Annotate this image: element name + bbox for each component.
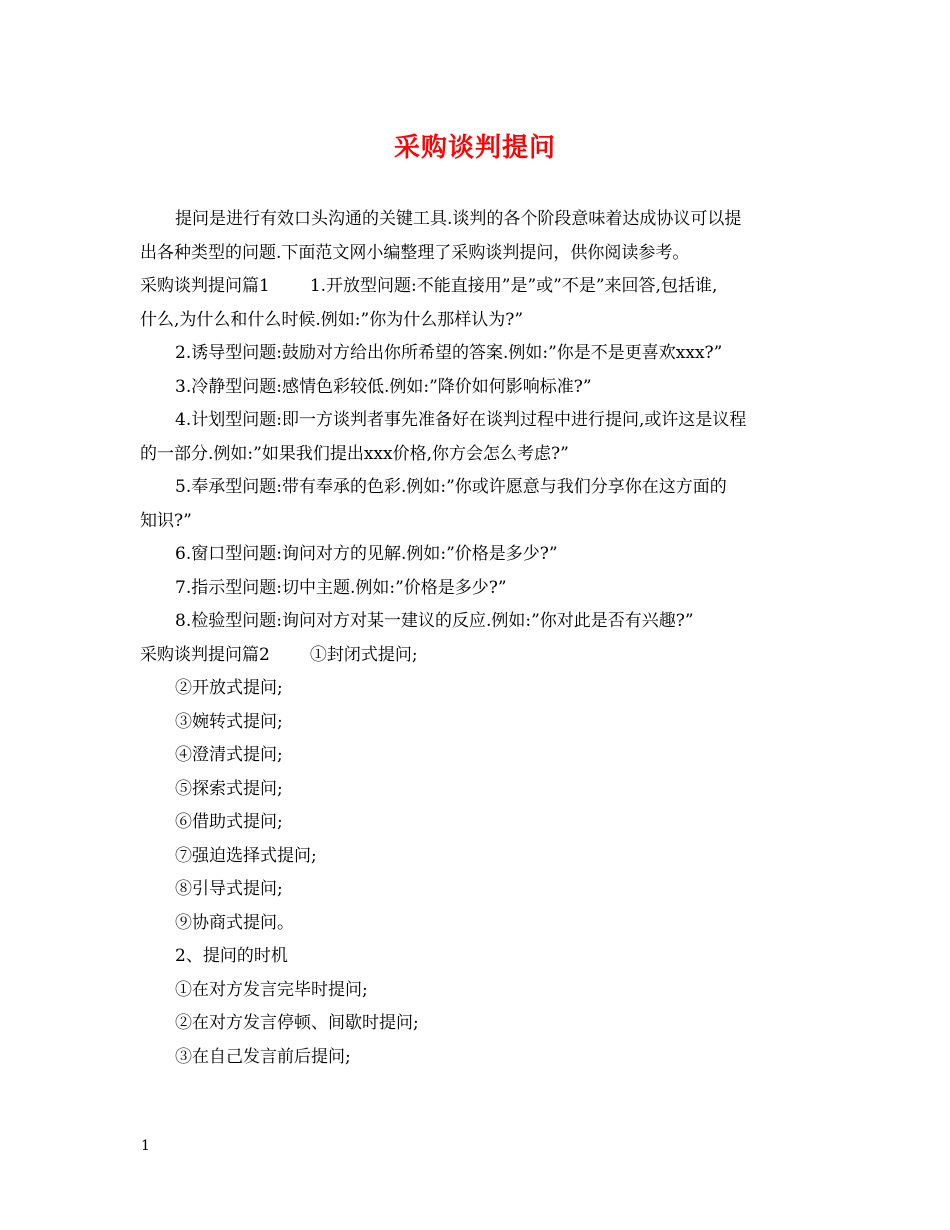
list-item: ⑤探索式提问;	[175, 778, 283, 799]
list-item: ⑥借助式提问;	[175, 812, 283, 832]
list-item: ②在对方发言停顿、间歇时提问;	[175, 1013, 419, 1033]
list-item: ⑦强迫选择式提问;	[175, 845, 317, 866]
paragraph-line: 7.指示型问题:切中主题.例如:”价格是多少?”	[175, 577, 507, 598]
section-2-item-1: ①封闭式提问;	[309, 644, 418, 665]
page-number: 1	[141, 1138, 150, 1154]
paragraph-line: 出各种类型的问题.下面范文网小编整理了采购谈判提问，供你阅读参考。	[140, 242, 690, 263]
list-item: ①在对方发言完毕时提问;	[175, 979, 368, 1000]
list-item: ③在自己发言前后提问;	[175, 1046, 351, 1067]
list-item: ⑨协商式提问。	[175, 912, 294, 933]
section-1-heading: 采购谈判提问篇1	[140, 276, 270, 296]
paragraph-line: 2.诱导型问题:鼓励对方给出你所希望的答案.例如:”你是不是更喜欢xxx?”	[175, 343, 723, 363]
paragraph-line: 什么,为什么和什么时候.例如:”你为什么那样认为?”	[140, 309, 524, 330]
paragraph-line: 6.窗口型问题:询问对方的见解.例如:”价格是多少?”	[175, 544, 558, 564]
list-item: 2、提问的时机	[175, 946, 288, 966]
paragraph-line: 知识?”	[140, 510, 192, 531]
paragraph-line: 8.检验型问题:询问对方对某一建议的反应.例如:”你对此是否有兴趣?”	[175, 611, 694, 631]
paragraph-line: 5.奉承型问题:带有奉承的色彩.例如:”你或许愿意与我们分享你在这方面的	[175, 477, 727, 497]
section-2-heading: 采购谈判提问篇2	[140, 644, 270, 665]
list-item: ⑧引导式提问;	[175, 879, 283, 899]
paragraph-line: 4.计划型问题:即一方谈判者事先准备好在谈判过程中进行提问,或许这是议程	[175, 410, 747, 430]
paragraph-line: 的一部分.例如:”如果我们提出xxx价格,你方会怎么考虑?”	[140, 443, 569, 464]
section-1-line	[140, 270, 820, 304]
list-item: ②开放式提问;	[175, 678, 283, 698]
paragraph-line: 3.冷静型问题:感情色彩较低.例如:”降价如何影响标准?”	[175, 376, 592, 397]
list-item: ④澄清式提问;	[175, 745, 283, 765]
list-item: ③婉转式提问;	[175, 711, 283, 732]
section-1-item-1: 1.开放型问题:不能直接用”是”或”不是”来回答,包括谁,	[309, 276, 718, 296]
paragraph-line: 提问是进行有效口头沟通的关键工具.谈判的各个阶段意味着达成协议可以提	[175, 209, 742, 229]
document-body	[140, 203, 820, 1074]
document-title: 采购谈判提问	[393, 133, 556, 163]
section-2-line	[140, 639, 820, 673]
